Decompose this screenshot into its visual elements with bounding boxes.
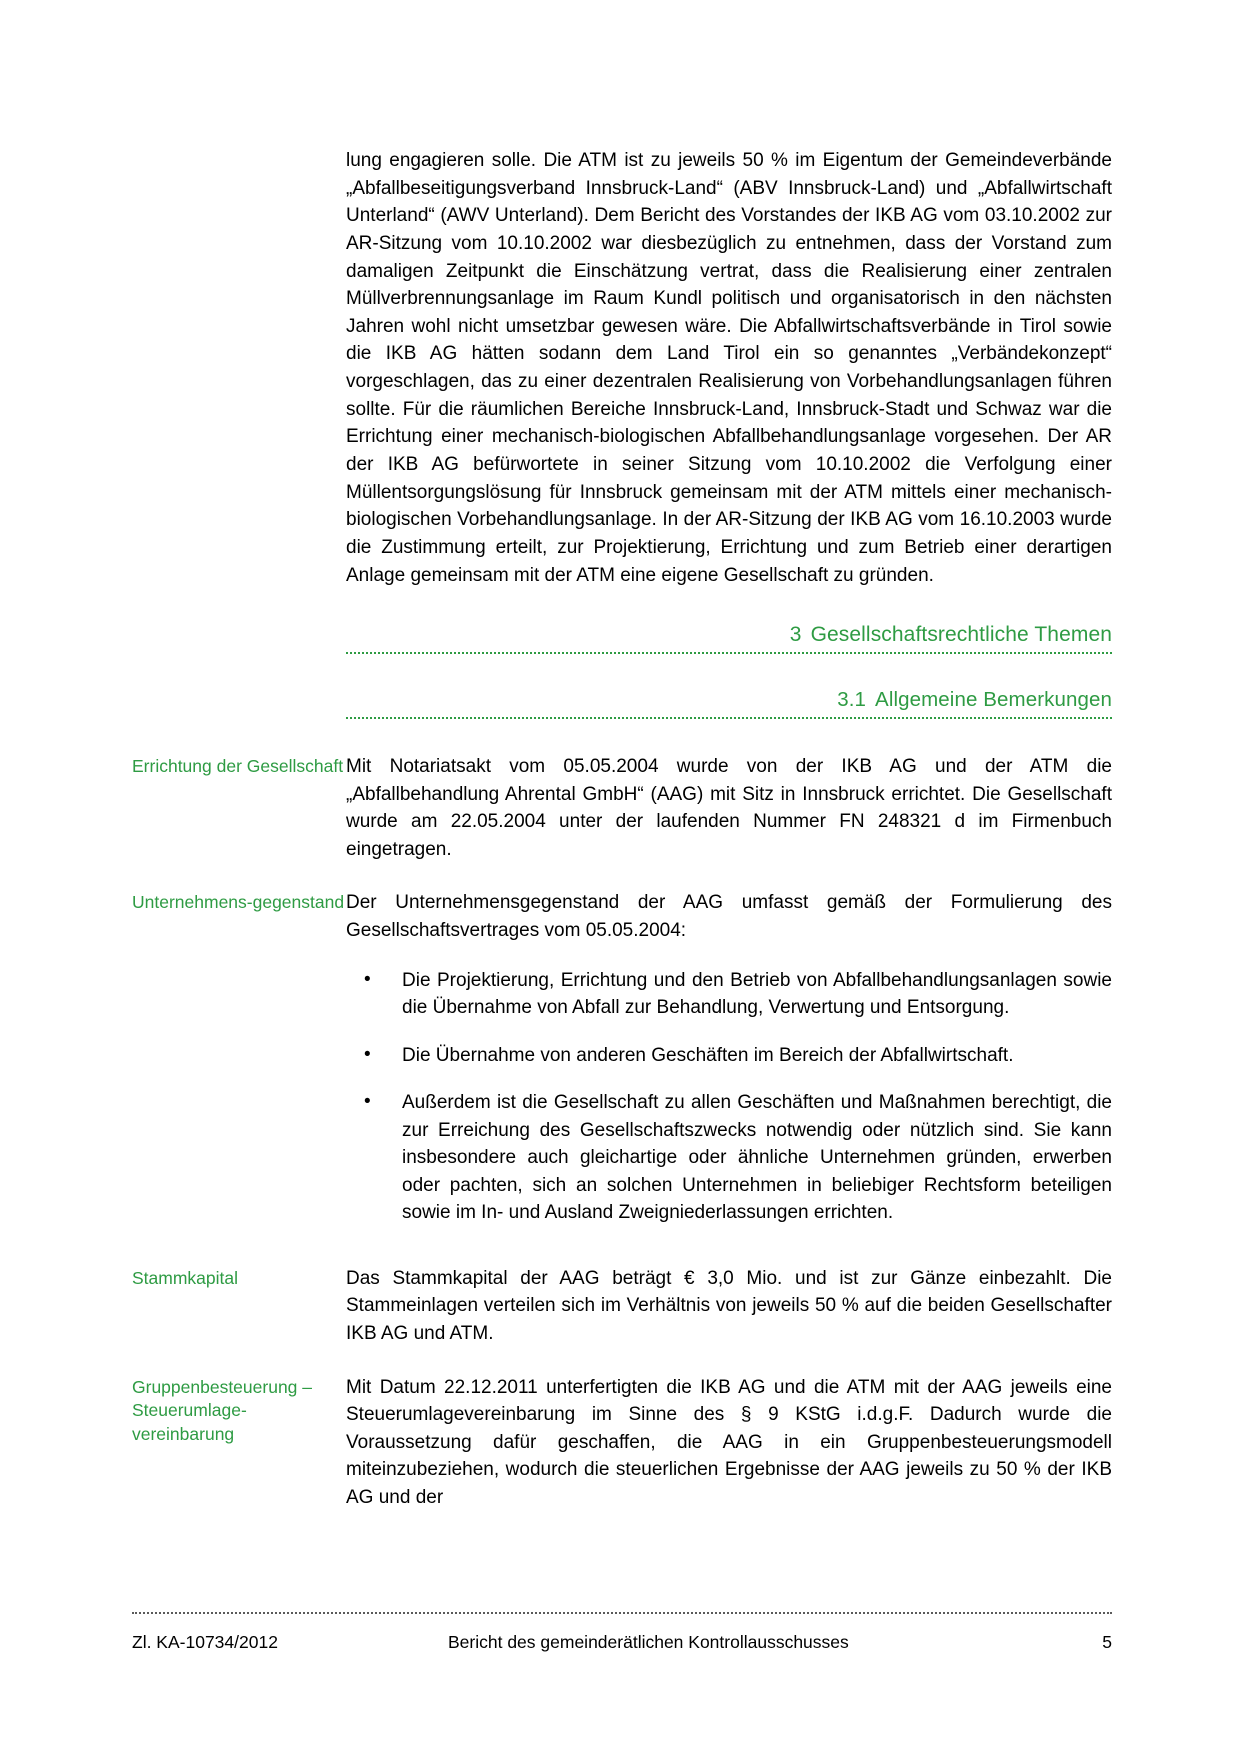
body-paragraph: Der Unternehmensgegenstand der AAG umfasst gemäß der Formulierung des Gesellschaftsvertrages vom 05.05.2004: [346, 892, 1112, 941]
content-row [132, 889, 1112, 1246]
section-heading [346, 623, 1112, 651]
section-heading-rule [346, 652, 1112, 654]
bullet-list [346, 967, 1112, 1227]
margin-note: Errichtung der Gesellschaft [132, 756, 344, 777]
body-paragraph: Mit Notariatsakt vom 05.05.2004 wurde von der IKB AG und der ATM die „Abfallbehandlung Ahrental GmbH“ (AAG) mit Sitz in Innsbruck errichtet. Die Gesellschaft wurde am 22.05.2004 unter der laufenden Nummer FN 248321 d im Firmenbuch eingetragen. [346, 756, 1112, 860]
subsection-heading [346, 688, 1112, 716]
body-paragraph: Mit Datum 22.12.2011 unterfertigten die IKB AG und die ATM mit der AAG jeweils eine Steuerumlagevereinbarung im Sinne des § 9 KStG i.d.g.F. Dadurch wurde die Voraussetzung dafür geschaffen, die AAG in ein Gruppenbesteuerungsmodell miteinzubeziehen, wodurch die steuerlichen Ergebnisse der AAG jeweils zu 50 % der IKB AG und der [346, 1376, 1112, 1508]
body-paragraph: Das Stammkapital der AAG beträgt € 3,0 Mio. und ist zur Gänze einbezahlt. Die Stammeinlagen verteilen sich im Verhältnis von jeweils 50 % auf die beiden Gesellschafter IKB AG und ATM. [346, 1267, 1112, 1344]
margin-note: Stammkapital [132, 1267, 239, 1288]
footer-rule [132, 1612, 1112, 1614]
body-block [346, 889, 1112, 1246]
continued-paragraph: lung engagieren solle. Die ATM ist zu jeweils 50 % im Eigentum der Gemeindeverbände „Abfallbeseitigungsverband Innsbruck-Land“ (ABV Innsbruck-Land) und „Abfallwirtschaft Unterland“ (AWV Unterland). Dem Bericht des Vorstandes der IKB AG vom 03.10.2002 zur AR-Sitzung vom 10.10.2002 war diesbezüglich zu entnehmen, dass der Vorstand zum damaligen Zeitpunkt die Einschätzung vertrat, dass die Realisierung einer zentralen Müllverbrennungsanlage im Raum Kundl politisch und organisatorisch in den nächsten Jahren wohl nicht umsetzbar gewesen wäre. Die Abfallwirtschaftsverbände in Tirol sowie die IKB AG hätten sodann dem Land Tirol ein so genanntes „Verbändekonzept“ vorgeschlagen, das zu einer dezentralen Realisierung von Vorbehandlungsanlagen führen sollte. Für die räumlichen Bereiche Innsbruck-Land, Innsbruck-Stadt und Schwaz war die Errichtung einer mechanisch-biologischen Abfallbehandlungsanlage vorgesehen. Der AR der IKB AG befürwortete in seiner Sitzung vom 10.10.2002 die Verfolgung einer Müllentsorgungslösung für Innsbruck gemeinsam mit der ATM mittels einer mechanisch-biologischen Vorbehandlungsanlage. In der AR-Sitzung der IKB AG vom 16.10.2003 wurde die Zustimmung erteilt, zur Projektierung, Errichtung und zum Betrieb einer derartigen Anlage gemeinsam mit der ATM eine eigene Gesellschaft zu gründen. [346, 150, 1112, 586]
subsection-heading-title: Allgemeine Bemerkungen [875, 688, 1112, 712]
footer-title: Bericht des gemeinderätlichen Kontrollausschusses [448, 1632, 849, 1652]
list-item: • Die Übernahme von anderen Geschäften im Bereich der Abfallwirtschaft. [346, 1042, 1112, 1070]
list-item: • Außerdem ist die Gesellschaft zu allen Geschäften und Maßnahmen berechtigt, die zur Erreichung des Gesellschaftszwecks notwendig oder nützlich sind. Sie kann insbesondere auch gleichartige oder ähnliche Unternehmen gründen, erwerben oder pachten, sich an solchen Unternehmen in beliebiger Rechtsform beteiligen sowie im In- und Ausland Zweigniederlassungen errichten. [346, 1089, 1112, 1227]
subsection-heading-rule [346, 717, 1112, 719]
content-row [132, 1374, 1112, 1512]
section-heading-block [346, 623, 1112, 654]
subsection-heading-block [346, 688, 1112, 719]
footer-page-number: 5 [1102, 1632, 1112, 1652]
margin-note: Unternehmens-gegenstand [132, 892, 345, 913]
section-heading-number: 3 [789, 623, 802, 647]
content-row [132, 1265, 1112, 1348]
footer-line [132, 1632, 1112, 1653]
section-heading-title: Gesellschaftsrechtliche Themen [810, 623, 1112, 647]
content-row [132, 753, 1112, 863]
list-item: • Die Projektierung, Errichtung und den Betrieb von Abfallbehandlungsanlagen sowie die Übernahme von Abfall zur Behandlung, Verwertung und Entsorgung. [346, 967, 1112, 1022]
page-content [132, 128, 1112, 1537]
page-footer [132, 1612, 1112, 1653]
footer-reference: Zl. KA-10734/2012 [132, 1632, 278, 1652]
margin-note: Gruppenbesteuerung – Steuerumlage-vereinbarung [132, 1376, 312, 1445]
subsection-heading-number: 3.1 [837, 688, 867, 712]
